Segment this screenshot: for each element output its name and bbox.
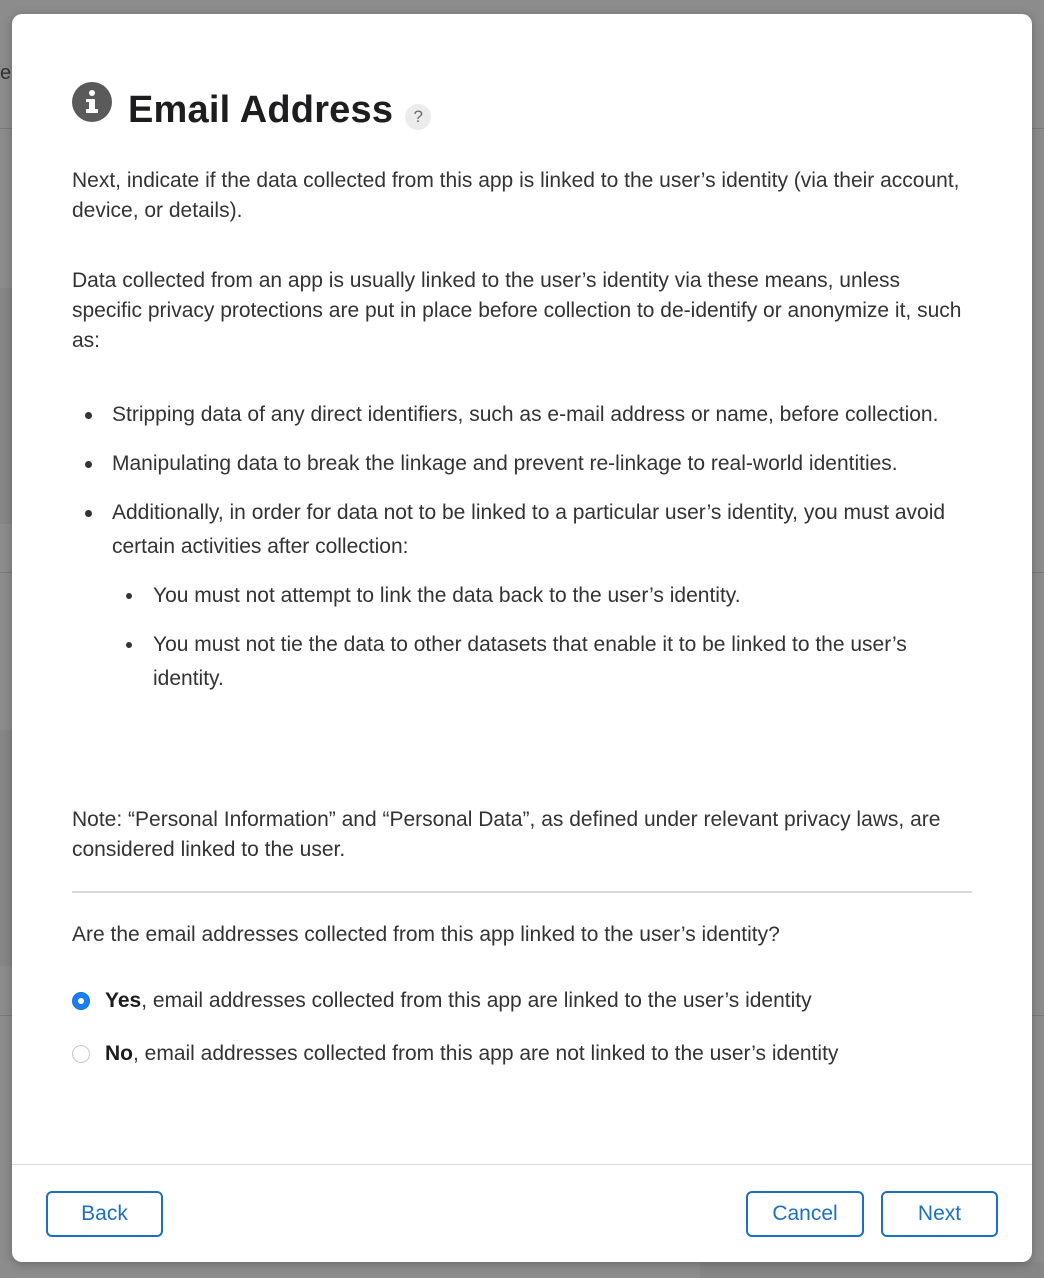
background-panel [0,288,12,524]
section-divider [72,891,972,893]
radio-option-no[interactable] [72,1042,838,1066]
background-panel [0,730,12,966]
list-item: Additionally, in order for data not to be linked to a particular user’s identity, you must avoid certain activities after collection: You must not attempt to link the data back to the user’s identity. You must not tie the data to other datasets that enable it to be linked to the user’s identity. [72,496,972,696]
radio-button-yes[interactable] [72,992,90,1010]
intro-text: Next, indicate if the data collected from this app is linked to the user’s identity (via their account, device, or details). [72,169,960,222]
footer-divider [12,1164,1032,1165]
linked-identity-question: Are the email addresses collected from this app linked to the user’s identity? [72,923,780,946]
list-item: Manipulating data to break the linkage and prevent re-linkage to real-world identities. [72,447,972,481]
question-mark-icon[interactable]: ? [405,104,431,130]
list-item: Stripping data of any direct identifiers, such as e-mail address or name, before collection. [72,398,972,432]
email-address-modal [12,14,1032,1262]
next-button[interactable]: Next [881,1191,998,1237]
radio-option-yes[interactable] [72,989,812,1013]
sub-list [112,579,972,696]
back-button[interactable]: Back [46,1191,163,1237]
explanation-text: Data collected from an app is usually linked to the user’s identity via these means, unless specific privacy protections are put in place before collection to de-identify or anonymize it, such as: [72,269,962,352]
background-text-fragment: e [0,62,12,84]
radio-label-yes: Yes, email addresses collected from this app are linked to the user’s identity [105,989,812,1012]
background-panel [700,1262,1044,1278]
modal-title: Email Address [128,88,394,131]
note-text: Note: “Personal Information” and “Personal Data”, as defined under relevant privacy laws, are considered linked to the user. [72,808,941,861]
radio-button-no[interactable] [72,1045,90,1063]
protection-list [72,398,972,711]
info-icon [72,82,112,122]
cancel-button[interactable]: Cancel [746,1191,864,1237]
modal-header [72,82,431,138]
sub-list-item: You must not tie the data to other datasets that enable it to be linked to the user’s identity. [112,628,972,696]
sub-list-item: You must not attempt to link the data back to the user’s identity. [112,579,972,613]
radio-label-no: No, email addresses collected from this app are not linked to the user’s identity [105,1042,839,1065]
